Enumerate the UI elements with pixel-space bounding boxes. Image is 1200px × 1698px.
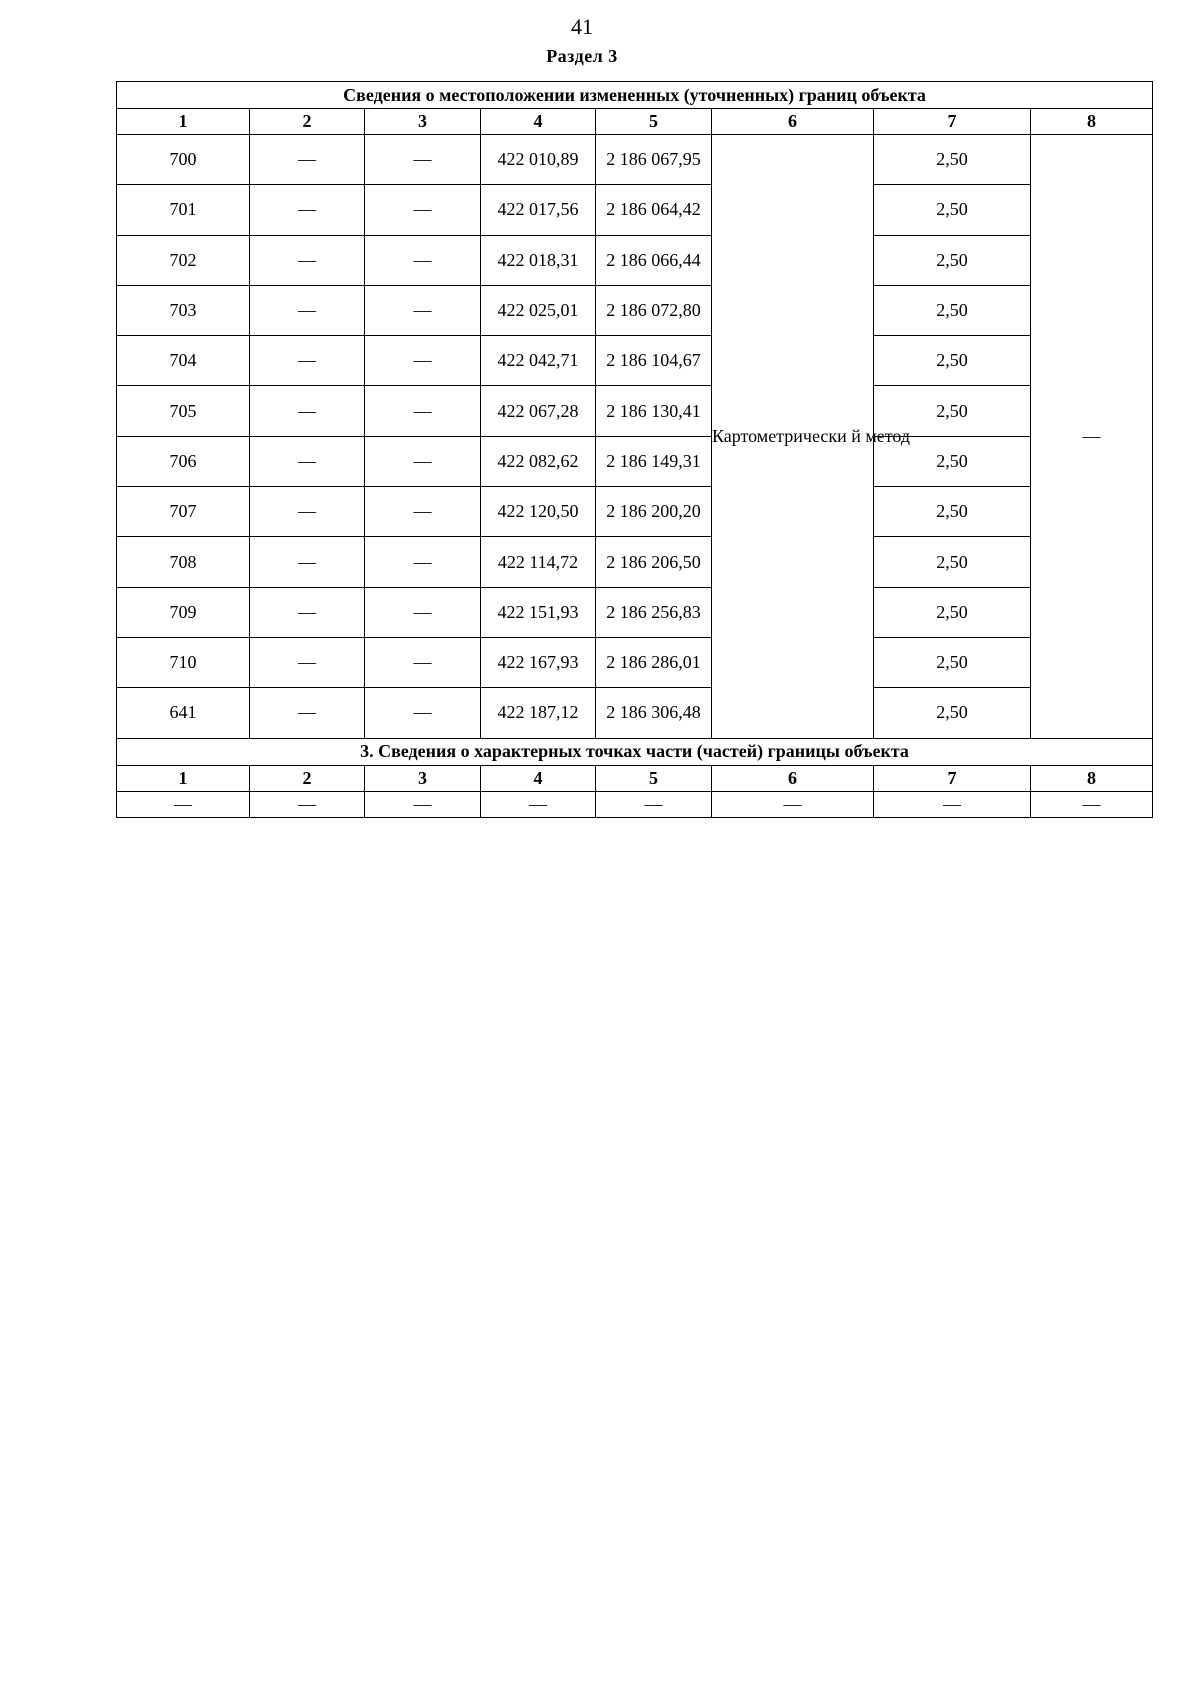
table-row: [117, 135, 1153, 185]
page-number: 41: [571, 14, 593, 39]
new-x-cell: 422 067,28: [481, 386, 596, 436]
new-y-cell: 2 186 306,48: [596, 688, 712, 738]
table2-cell: —: [117, 791, 250, 817]
table2-header-cell: 8: [1031, 765, 1153, 791]
table-row: [117, 436, 1153, 486]
point-number-cell: 702: [117, 235, 250, 285]
table1-header-cell: 7: [874, 109, 1031, 135]
table2-header-row: [117, 765, 1153, 791]
table1-header-cell: 5: [596, 109, 712, 135]
old-y-cell: —: [365, 537, 481, 587]
old-x-cell: —: [250, 688, 365, 738]
new-x-cell: 422 187,12: [481, 688, 596, 738]
table2-header-cell: 2: [250, 765, 365, 791]
new-x-cell: 422 151,93: [481, 587, 596, 637]
table2-cell: —: [712, 791, 874, 817]
table2-cell: —: [250, 791, 365, 817]
old-x-cell: —: [250, 537, 365, 587]
table1-header-row: [117, 109, 1153, 135]
accuracy-cell: 2,50: [874, 285, 1031, 335]
table2-cell: —: [365, 791, 481, 817]
old-y-cell: —: [365, 587, 481, 637]
new-y-cell: 2 186 067,95: [596, 135, 712, 185]
table-row: [117, 587, 1153, 637]
table2-header-cell: 5: [596, 765, 712, 791]
accuracy-cell: 2,50: [874, 185, 1031, 235]
new-y-cell: 2 186 200,20: [596, 487, 712, 537]
table-row: [117, 487, 1153, 537]
accuracy-cell: 2,50: [874, 336, 1031, 386]
table2-header-cell: 6: [712, 765, 874, 791]
new-y-cell: 2 186 149,31: [596, 436, 712, 486]
table1-header-cell: 1: [117, 109, 250, 135]
table2-header-cell: 3: [365, 765, 481, 791]
old-y-cell: —: [365, 185, 481, 235]
old-y-cell: —: [365, 235, 481, 285]
table-row: [117, 688, 1153, 738]
old-y-cell: —: [365, 487, 481, 537]
point-number-cell: 641: [117, 688, 250, 738]
point-number-cell: 709: [117, 587, 250, 637]
accuracy-cell: 2,50: [874, 386, 1031, 436]
boundary-table: [116, 81, 1153, 818]
new-x-cell: 422 167,93: [481, 637, 596, 687]
table2-cell: —: [874, 791, 1031, 817]
old-x-cell: —: [250, 487, 365, 537]
new-y-cell: 2 186 206,50: [596, 537, 712, 587]
old-y-cell: —: [365, 688, 481, 738]
old-y-cell: —: [365, 285, 481, 335]
table-row: [117, 537, 1153, 587]
table-row: [117, 285, 1153, 335]
accuracy-cell: 2,50: [874, 487, 1031, 537]
table1-title-row: [117, 82, 1153, 109]
old-x-cell: —: [250, 386, 365, 436]
table1-header-cell: 6: [712, 109, 874, 135]
new-x-cell: 422 025,01: [481, 285, 596, 335]
old-x-cell: —: [250, 436, 365, 486]
point-number-cell: 705: [117, 386, 250, 436]
point-number-cell: 710: [117, 637, 250, 687]
old-x-cell: —: [250, 285, 365, 335]
new-y-cell: 2 186 130,41: [596, 386, 712, 436]
table-row: [117, 791, 1153, 817]
accuracy-cell: 2,50: [874, 135, 1031, 185]
point-number-cell: 707: [117, 487, 250, 537]
accuracy-cell: 2,50: [874, 688, 1031, 738]
old-x-cell: —: [250, 185, 365, 235]
table1-header-cell: 2: [250, 109, 365, 135]
accuracy-cell: 2,50: [874, 235, 1031, 285]
accuracy-cell: 2,50: [874, 587, 1031, 637]
table2-cell: —: [1031, 791, 1153, 817]
table1-title: Сведения о местоположении измененных (уточненных) границ объекта: [117, 82, 1153, 109]
table2-title-row: [117, 738, 1153, 765]
old-y-cell: —: [365, 637, 481, 687]
table2-cell: —: [596, 791, 712, 817]
new-x-cell: 422 017,56: [481, 185, 596, 235]
table2-cell: —: [481, 791, 596, 817]
old-x-cell: —: [250, 336, 365, 386]
table2-header-cell: 7: [874, 765, 1031, 791]
old-x-cell: —: [250, 637, 365, 687]
accuracy-cell: 2,50: [874, 637, 1031, 687]
point-number-cell: 708: [117, 537, 250, 587]
point-number-cell: 706: [117, 436, 250, 486]
table1-header-cell: 8: [1031, 109, 1153, 135]
accuracy-cell: 2,50: [874, 436, 1031, 486]
accuracy-cell: 2,50: [874, 537, 1031, 587]
table1-header-cell: 3: [365, 109, 481, 135]
new-y-cell: 2 186 072,80: [596, 285, 712, 335]
new-y-cell: 2 186 064,42: [596, 185, 712, 235]
point-number-cell: 704: [117, 336, 250, 386]
old-x-cell: —: [250, 135, 365, 185]
table-row: [117, 386, 1153, 436]
table-row: [117, 637, 1153, 687]
table1-header-cell: 4: [481, 109, 596, 135]
new-x-cell: 422 018,31: [481, 235, 596, 285]
old-x-cell: —: [250, 587, 365, 637]
new-x-cell: 422 114,72: [481, 537, 596, 587]
new-x-cell: 422 082,62: [481, 436, 596, 486]
old-y-cell: —: [365, 336, 481, 386]
table-row: [117, 336, 1153, 386]
table2-header-cell: 1: [117, 765, 250, 791]
point-number-cell: 703: [117, 285, 250, 335]
description-cell: —: [1031, 135, 1153, 739]
new-y-cell: 2 186 256,83: [596, 587, 712, 637]
section-title: Раздел 3: [546, 46, 618, 66]
new-x-cell: 422 120,50: [481, 487, 596, 537]
new-x-cell: 422 010,89: [481, 135, 596, 185]
new-x-cell: 422 042,71: [481, 336, 596, 386]
table2-header-cell: 4: [481, 765, 596, 791]
point-number-cell: 701: [117, 185, 250, 235]
new-y-cell: 2 186 066,44: [596, 235, 712, 285]
old-y-cell: —: [365, 436, 481, 486]
table-row: [117, 235, 1153, 285]
old-y-cell: —: [365, 386, 481, 436]
table2-title: 3. Сведения о характерных точках части (частей) границы объекта: [117, 738, 1153, 765]
new-y-cell: 2 186 286,01: [596, 637, 712, 687]
method-cell: Картометрически й метод: [712, 135, 874, 739]
old-x-cell: —: [250, 235, 365, 285]
point-number-cell: 700: [117, 135, 250, 185]
old-y-cell: —: [365, 135, 481, 185]
table-row: [117, 185, 1153, 235]
new-y-cell: 2 186 104,67: [596, 336, 712, 386]
